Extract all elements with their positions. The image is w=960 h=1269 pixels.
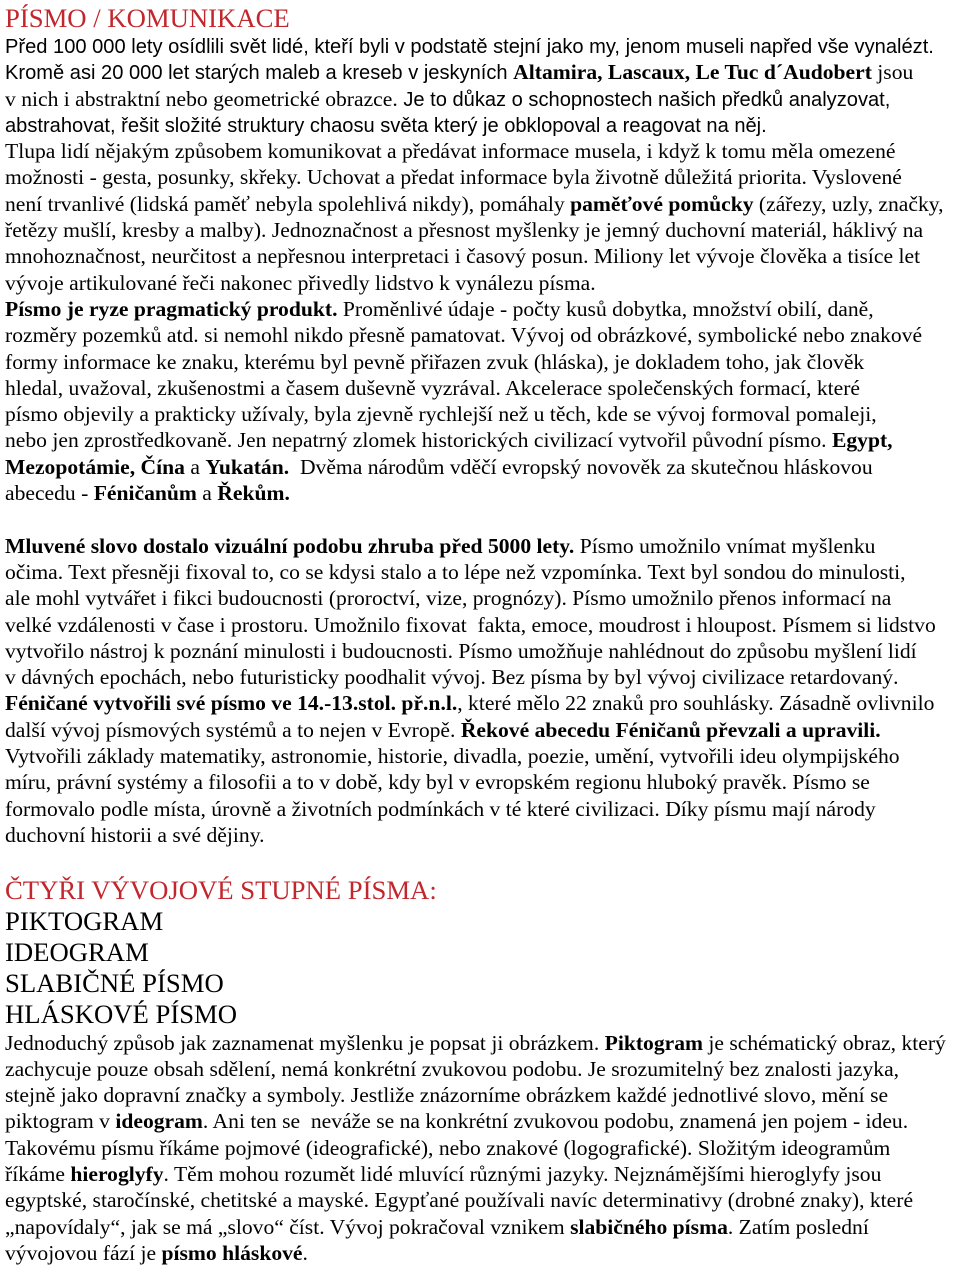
bold-text: Altamira, Lascaux, Le Tuc d´Audobert	[513, 60, 872, 85]
stage-item: IDEOGRAM	[5, 936, 149, 967]
text-run: Písmo umožnilo vnímat myšlenku	[574, 533, 876, 558]
text-line	[5, 86, 960, 112]
text-line	[5, 349, 960, 375]
text-run: zachycuje pouze obsah sdělení, nemá konkrétní zvukovou podobu. Je srozumitelný bez znalosti jazyka,	[5, 1056, 900, 1081]
paragraph-spacer	[5, 848, 960, 874]
bold-text: Řekům.	[217, 481, 290, 506]
bold-text: písmo hláskové	[161, 1240, 303, 1265]
text-line	[5, 375, 960, 401]
text-run: a	[196, 481, 218, 506]
text-line	[5, 191, 960, 217]
text-line	[5, 559, 960, 585]
stages-text-section	[5, 1030, 960, 1267]
bold-text: Mluvené slovo dostalo vizuální podobu zhruba před 5000 lety.	[5, 533, 575, 558]
text-run: egyptské, staročínské, chetitské a mayské. Egypťané používali navíc determinativy (drobné znaky), které	[5, 1188, 914, 1213]
text-run: není trvanlivé (lidská paměť nebyla spolehlivá nikdy), pomáhaly	[5, 191, 571, 216]
text-line	[5, 1108, 960, 1134]
text-run: očima. Text přesněji fixoval to, co se kdysi stalo a to lépe než vzpomínka. Text byl sondou do minulosti,	[5, 559, 906, 584]
text-run: . Těm mohou rozumět lidé mluvící různými jazyky. Nejznámějšími hieroglyfy jsou	[163, 1161, 882, 1186]
text-run: , které mělo 22 znaků pro souhlásky. Zásadně ovlivnilo	[457, 691, 935, 716]
stage-item: HLÁSKOVÉ PÍSMO	[5, 998, 238, 1029]
text-line	[5, 1056, 960, 1082]
text-run: . Ani ten se neváže se na konkrétní zvukovou podobu, znamená jen pojem - ideu.	[202, 1109, 909, 1134]
text-run: Dvěma národům vděčí evropský novověk za skutečnou hláskovou	[289, 454, 873, 479]
text-run: formovalo podle místa, úrovně a životních podmínkách v té které civilizaci. Díky písmu mají národy	[5, 796, 876, 821]
text-line	[5, 1214, 960, 1240]
text-run: abstrahovat, řešit složité struktury chaosu světa který je obklopoval a reagovat na něj.	[5, 114, 767, 137]
text-run: stejně jako dopravní značky a symboly. Jestliže znázorníme obrázkem každé jednotlivé slovo, mění se	[5, 1083, 889, 1108]
text-run: duchovní historii a své dějiny.	[5, 822, 265, 847]
text-run: ale mohl vytvářet i fikci budoucnosti (proroctví, vize, prognózy). Písmo umožnilo přenos informací na	[5, 586, 892, 611]
text-run: Proměnlivé údaje - počty kusů dobytka, množství obilí, daně,	[337, 296, 874, 321]
text-run: jsou	[871, 60, 914, 85]
text-run: velké vzdálenosti v čase i prostoru. Umožnilo fixovat fakta, emoce, moudrost i hloupost. Písmem si lidstvo	[5, 612, 936, 637]
bold-text: hieroglyfy	[70, 1161, 164, 1186]
bold-text: Písmo je ryze pragmatický produkt.	[5, 296, 338, 321]
text-line	[5, 796, 960, 822]
text-run: nebo jen zprostředkovaně. Jen nepatrný zlomek historických civilizací vytvořil původní písmo.	[5, 428, 832, 453]
history-section	[5, 33, 960, 506]
text-run: je schématický obraz, který	[703, 1030, 946, 1055]
text-run: piktogram v	[5, 1109, 116, 1134]
stage-item: SLABIČNÉ PÍSMO	[5, 967, 224, 998]
text-line	[5, 1161, 960, 1187]
text-run: abecedu -	[5, 481, 94, 506]
text-line	[5, 612, 960, 638]
bold-text: Řekové abecedu Féničanů převzali a upravili.	[460, 717, 881, 742]
stage-item: PIKTOGRAM	[5, 905, 164, 936]
text-line	[5, 1030, 960, 1056]
text-line	[5, 480, 960, 506]
text-run: říkáme	[5, 1161, 71, 1186]
text-run: Takovému písmu říkáme pojmové (ideografické), nebo znakové (logografické). Složitým ideogramům	[5, 1135, 891, 1160]
text-run: Jednoduchý způsob jak zaznamenat myšlenku je popsat ji obrázkem.	[5, 1030, 605, 1055]
bold-text: paměťové pomůcky	[570, 191, 754, 216]
text-line	[5, 822, 960, 848]
text-line	[5, 270, 960, 296]
text-line	[5, 533, 960, 559]
text-line	[5, 743, 960, 769]
text-line	[5, 112, 960, 138]
text-line	[5, 296, 960, 322]
text-line	[5, 33, 960, 59]
text-run: . Zatím poslední	[727, 1214, 869, 1239]
text-line	[5, 243, 960, 269]
text-run: Před 100 000 lety osídlili svět lidé, kteří byli v podstatě stejní jako my, jenom museli napřed vše vynalézt.	[5, 36, 934, 58]
text-run: (zářezy, uzly, značky,	[753, 191, 944, 216]
bold-text: Piktogram	[604, 1030, 704, 1055]
text-line	[5, 585, 960, 611]
text-run: Je to důkaz o schopnostech našich předků analyzovat,	[397, 88, 891, 111]
text-line	[5, 769, 960, 795]
text-run: Tlupa lidí nějakým způsobem komunikovat a předávat informace musela, i když k tomu měla omezené	[5, 139, 896, 164]
text-run: .	[302, 1240, 308, 1265]
text-line	[5, 59, 960, 85]
text-run: řetězy mušlí, kresby a malby). Jednoznačnost a přesnost myšlenky je jemný duchovní materiál, háklivý na	[5, 218, 924, 243]
text-run: Kromě asi 20 000 let starých maleb a kreseb v jeskyních	[5, 62, 514, 85]
text-run: mnohoznačnost, neurčitost a nepřesnou interpretaci i časový posun. Miliony let vývoje člověka a tisíce let	[5, 244, 921, 269]
section-heading: ČTYŘI VÝVOJOVÉ STUPNÉ PÍSMA:	[5, 874, 437, 905]
text-run: další vývoj písmových systémů a to nejen v Evropě.	[5, 717, 461, 742]
text-line	[5, 664, 960, 690]
bold-text: Egypt,	[831, 428, 893, 453]
text-line	[5, 638, 960, 664]
bold-text: Yukatán.	[205, 454, 290, 479]
text-line	[5, 1135, 960, 1161]
text-line	[5, 1187, 960, 1213]
text-run: formy informace ke znaku, kterému byl pevně přiřazen zvuk (hláska), je dokladem toho, jak člověk	[5, 349, 865, 374]
text-line	[5, 427, 960, 453]
text-line	[5, 690, 960, 716]
paragraph-spacer	[5, 506, 960, 532]
text-run: v nich i abstraktní nebo geometrické obrazce.	[5, 86, 398, 111]
text-run: rozměry pozemků atd. si nemohl nikdo přesně pamatovat. Vývoj od obrázkové, symbolické nebo znakové	[5, 323, 923, 348]
stages-section	[5, 875, 960, 1030]
writing-section	[5, 533, 960, 849]
text-run: vývojovou fází je	[5, 1240, 162, 1265]
text-line	[5, 217, 960, 243]
text-line	[5, 1240, 960, 1266]
text-line	[5, 454, 960, 480]
text-line	[5, 322, 960, 348]
bold-text: Féničané vytvořili své písmo ve 14.-13.stol. př.n.l.	[5, 691, 458, 716]
text-run: v dávných epochách, nebo futuristicky poodhalit vývoj. Bez písma by byl vývoj civilizace retardovaný.	[5, 665, 899, 690]
text-run: písmo objevily a prakticky užívaly, byla zjevně rychlejší než u těch, kde se vývoj formoval pomaleji,	[5, 402, 877, 427]
text-run: a	[184, 454, 206, 479]
text-line	[5, 717, 960, 743]
bold-text: Mezopotámie, Čína	[5, 454, 185, 479]
text-line	[5, 1082, 960, 1108]
text-line	[5, 138, 960, 164]
bold-text: slabičného písma	[570, 1214, 728, 1239]
text-run: Vytvořili základy matematiky, astronomie, historie, divadla, poezie, umění, vytvořili ideu olympijského	[5, 744, 900, 769]
text-run: míru, právní systémy a filosofii a to v době, kdy byl v evropském regionu hluboký pravěk. Písmo se	[5, 770, 870, 795]
text-run: vytvořilo nástroj k poznání minulosti i budoucnosti. Písmo umožňuje nahlédnout do způsobu myšlení lidí	[5, 638, 917, 663]
text-line	[5, 401, 960, 427]
text-run: možnosti - gesta, posunky, skřeky. Uchovat a předat informace byla životně důležitá priorita. Vyslovené	[5, 165, 902, 190]
text-run: hledal, uvažoval, zkušenostmi a časem duševně vyzrával. Akcelerace společenských formací, které	[5, 375, 860, 400]
text-run: „napovídaly“, jak se má „slovo“ číst. Vývoj pokračoval vznikem	[5, 1214, 571, 1239]
bold-text: Féničanům	[93, 481, 197, 506]
text-run: vývoje artikulované řeči nakonec přivedly lidstvo k vynálezu písma.	[5, 270, 596, 295]
page-title: PÍSMO / KOMUNIKACE	[5, 3, 290, 33]
text-line	[5, 164, 960, 190]
bold-text: ideogram	[115, 1109, 203, 1134]
